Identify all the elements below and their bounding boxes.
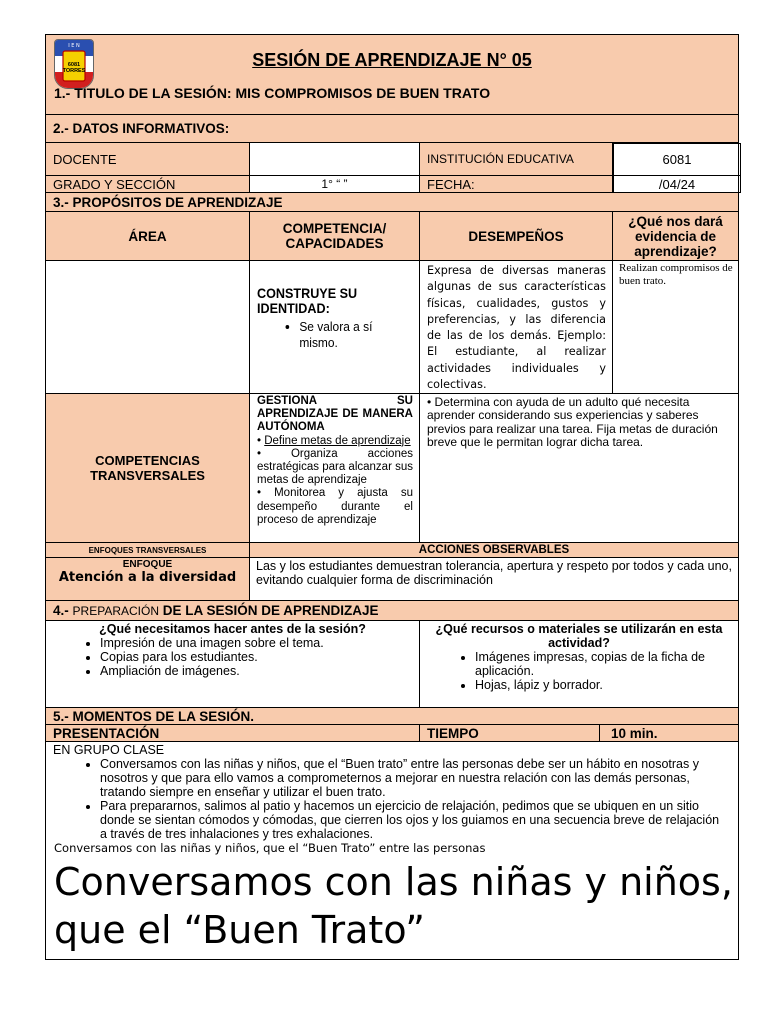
row1-competencia-cell: [250, 261, 420, 394]
enfoques-label: ENFOQUES TRANSVERSALES: [46, 543, 250, 558]
presentacion-label: PRESENTACIÓN: [46, 725, 420, 742]
row2-cap1: • Define metas de aprendizaje: [257, 434, 411, 447]
propositos-heading: 3.- PROPÓSITOS DE APRENDIZAJE: [46, 193, 738, 212]
session-title: 1.- TITULO DE LA SESIÓN: MIS COMPROMISOS DE BUEN TRATO: [54, 85, 491, 101]
header-block: [46, 35, 738, 115]
list-item: • Para prepararnos, salimos al patio y hacemos un ejercicio de relajación, pedimos que se ubiquen en un sitio donde se sientan cómodos y cómodas, que cierren los ojos y los guiamos en una secuencia breve de relajación a través de tres inhalaciones y tres exhalaciones.: [100, 799, 728, 841]
page-title: SESIÓN DE APRENDIZAJE N° 05: [252, 50, 532, 70]
row1-capacidades: [257, 319, 401, 351]
list-item: • Se valora a sí mismo.: [299, 319, 400, 351]
row2-cap3: • Monitorea y ajusta su desempeño durante el proceso de aprendizaje: [257, 487, 413, 526]
institucion-label: INSTITUCIÓN EDUCATIVA: [420, 143, 613, 176]
row2-area: COMPETENCIAS TRANSVERSALES: [46, 394, 250, 543]
momentos-list: [46, 757, 738, 841]
prep-q2: ¿Qué recursos o materiales se utilizarán en esta actividad?: [435, 622, 723, 650]
tiempo-value: 10 min.: [600, 725, 738, 742]
momentos-body: [46, 742, 738, 960]
datos-heading: 2.- DATOS INFORMATIVOS:: [46, 115, 738, 143]
acciones-label: ACCIONES OBSERVABLES: [250, 543, 738, 558]
list-item: • Conversamos con las niñas y niños, que el “Buen trato” entre las personas debe ser un hábito en nosotras y nosotros y que para ello vamos a comprometernos a mejorar en nuestra relación con las demás personas, tratando siempre en enseñar y utilizar el buen trato.: [100, 757, 728, 799]
institucion-value: 6081: [613, 143, 741, 176]
row2-competencia: GESTIONA SU APRENDIZAJE DE MANERA AUTÓNOMA: [257, 395, 413, 434]
row1-competencia: CONSTRUYE SU IDENTIDAD:: [257, 285, 358, 316]
col-area: ÁREA: [46, 212, 250, 261]
momentos-heading: 5.- MOMENTOS DE LA SESIÓN.: [46, 708, 738, 725]
fecha-value: /04/24: [613, 176, 741, 193]
prep-q1-cell: [46, 621, 420, 708]
big-line: Conversamos con las niñas y niños, que el “Buen Trato”: [54, 860, 733, 952]
docente-label: DOCENTE: [46, 143, 250, 176]
col-evidencia: ¿Qué nos dará evidencia de aprendizaje?: [613, 212, 738, 261]
grado-label: GRADO Y SECCIÓN: [46, 176, 250, 193]
grado-value: 1° “ ”: [250, 176, 420, 193]
row1-evidencia: Realizan compromisos de buen trato.: [613, 261, 738, 394]
tiempo-label: TIEMPO: [420, 725, 600, 742]
col-desempenos: DESEMPEÑOS: [420, 212, 613, 261]
svg-text:I E N: I E N: [68, 43, 80, 49]
col-competencia: COMPETENCIA/ CAPACIDADES: [250, 212, 420, 261]
prep-q1-list: [46, 636, 419, 678]
grupo-clase: EN GRUPO CLASE: [53, 743, 165, 757]
row2-cap2: • Organiza acciones estratégicas para alcanzar sus metas de aprendizaje: [257, 447, 413, 487]
row2-desempeno: Determina con ayuda de un adulto qué necesita aprender considerando sus experiencias y saberes previos para realizar una tarea. Fija metas de duración breve que le permitan lograr dicha tarea.: [427, 395, 718, 450]
row1-desempeno: Expresa de diversas maneras algunas de sus características físicas, cualidades, gustos y preferencias, y las diferencia de las de los demás. Ejemplo: El estudiante, al realizar actividades individuales y colectivas.: [420, 261, 613, 394]
row2-competencia-cell: [250, 394, 420, 543]
prep-q2-cell: [420, 621, 738, 708]
list-item: • Impresión de una imagen sobre el tema.: [100, 636, 419, 650]
list-item: • Imágenes impresas, copias de la ficha de aplicación.: [475, 650, 730, 678]
accion-value: Las y los estudiantes demuestran tolerancia, apertura y respeto por todos y cada uno, evitando cualquier forma de discriminación: [250, 558, 738, 601]
logo-text: 6081 TORRES: [62, 62, 86, 74]
enfoque-cell: [46, 558, 250, 601]
row2-desempeno-cell: • Determina con ayuda de un adulto qué necesita aprender considerando sus experiencias y saberes previos para realizar una tarea. Fija metas de duración breve que le permitan lograr dicha tarea.: [420, 394, 738, 543]
preparacion-heading: 4.- PREPARACIÓN DE LA SESIÓN DE APRENDIZAJE: [46, 601, 738, 621]
fecha-label: FECHA:: [420, 176, 613, 193]
prep-q1: ¿Qué necesitamos hacer antes de la sesión?: [99, 622, 366, 636]
docente-value: [250, 143, 420, 176]
row1-area: [46, 261, 250, 394]
list-item: • Copias para los estudiantes.: [100, 650, 419, 664]
enfoque-value: Atención a la diversidad: [58, 570, 237, 585]
session-document: [45, 34, 739, 960]
list-item: • Ampliación de imágenes.: [100, 664, 419, 678]
enfoque-label: ENFOQUE: [122, 559, 173, 570]
prep-q2-list: [420, 650, 738, 692]
small-line: Conversamos con las niñas y niños, que el “Buen Trato” entre las personas: [54, 841, 486, 855]
list-item: • Hojas, lápiz y borrador.: [475, 678, 730, 692]
